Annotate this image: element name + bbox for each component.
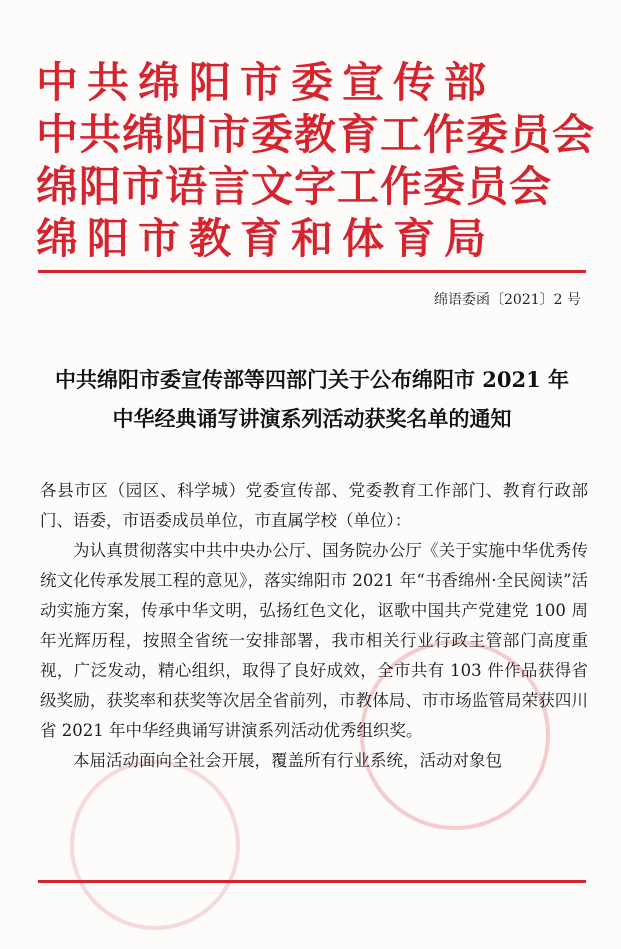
- title-line-1: 中共绵阳市委宣传部等四部门关于公布绵阳市 2021 年: [54, 367, 570, 392]
- document-number: 绵语委函〔2021〕2 号: [434, 292, 581, 308]
- document-body: [40, 476, 588, 776]
- header-org-3: 绵阳市语言文字工作委员会: [36, 162, 553, 211]
- body-paragraph-2: 本届活动面向全社会开展，覆盖所有行业系统，活动对象包: [73, 751, 502, 770]
- body-paragraph-1: 为认真贯彻落实中共中央办公厅、国务院办公厅《关于实施中华优秀传统文化传承发展工程的意见》，落实绵阳市 2021 年“书香绵州·全民阅读”活动实施方案，传承中华文明，弘扬红色文化，讴歌中国共产党建党 100 周年光辉历程，按照全省统一安排部署，我市相关行业行政主管部门高度重视，广泛发动，精心组织，取得了良好成效，全市共有 103 件作品获得省级奖励，获奖率和获奖等次居全省前列，市教体局、市市场监管局荣获四川省 2021 年中华经典诵写讲演系列活动优秀组织奖。: [40, 541, 588, 740]
- header-divider: [38, 270, 586, 273]
- header-org-1: 中共绵阳市委宣传部: [36, 58, 496, 107]
- document-title: [38, 360, 586, 438]
- footer-divider: [38, 880, 586, 883]
- header-org-2: 中共绵阳市委教育工作委员会: [36, 110, 596, 159]
- title-line-2: 中华经典诵写讲演系列活动获奖名单的通知: [112, 406, 512, 431]
- official-seal-secondary: [70, 760, 240, 930]
- addressee: 各县市区（园区、科学城）党委宣传部、党委教育工作部门、教育行政部门、语委，市语委成员单位，市直属学校（单位）：: [40, 481, 588, 530]
- header-org-4: 绵阳市教育和体育局: [36, 214, 496, 263]
